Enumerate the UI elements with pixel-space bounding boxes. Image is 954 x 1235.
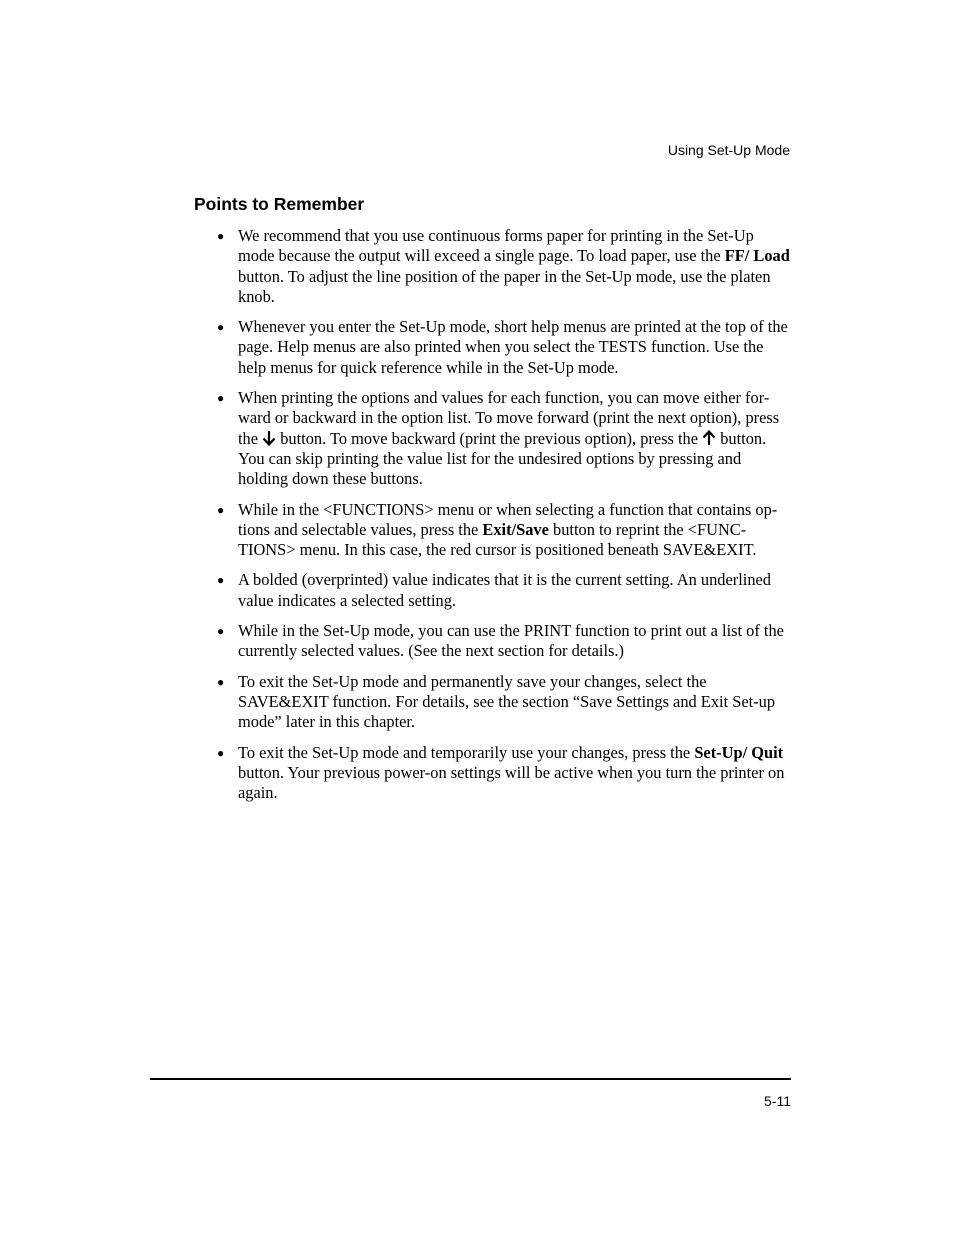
button-name-setup-quit: Set-Up/ Quit (694, 742, 784, 762)
button-name-exit-save: Exit/Save (482, 519, 549, 539)
item-text: button. To adjust the line position of the paper in the Set-Up mode, use the platen knob. (238, 266, 771, 306)
button-name-ff-load: FF/ Load (724, 246, 790, 266)
item-text: To exit the Set-Up mode and temporarily use your changes, press the (238, 742, 695, 762)
list-item (217, 742, 792, 804)
footer-rule (150, 1078, 791, 1080)
item-text: button to reprint the <FUNC-TIONS> menu. In this case, the red cursor is positioned beneath SAVE&EXIT. (238, 519, 757, 560)
item-text: When printing the options and values for each function, you can move either for-ward or backward in the option list. To move forward (print the next option), press the (238, 388, 780, 448)
list-item (217, 621, 792, 662)
bullet-dot-icon: ● (217, 745, 225, 760)
points-list (217, 226, 792, 813)
item-text: A bolded (overprinted) value indicates that it is the current setting. An underlined value indicates a selected setting. (238, 570, 772, 610)
item-text: To exit the Set-Up mode and permanently save your changes, select the SAVE&EXIT function. For details, see the section “Save Settings and Exit Set-up mode” later in this chapter. (238, 671, 776, 732)
bullet-dot-icon: ● (217, 674, 225, 689)
down-arrow-icon (262, 430, 276, 446)
item-text: We recommend that you use continuous forms paper for printing in the Set-Up mode because the output will exceed a single page. To load paper, use the (238, 226, 754, 266)
bullet-dot-icon: ● (217, 320, 225, 335)
list-item (217, 317, 792, 378)
bullet-dot-icon: ● (217, 502, 225, 517)
item-text: button. You can skip printing the value list for the undesired options by pressing and holding down these buttons. (238, 428, 767, 489)
item-text: Whenever you enter the Set-Up mode, short help menus are printed at the top of the page. Help menus are also printed when you select the TESTS function. Use the help menus for quick reference while in the Set-Up mode. (238, 317, 788, 377)
bullet-dot-icon: ● (217, 573, 225, 588)
list-item (217, 671, 792, 733)
up-arrow-icon (702, 430, 716, 446)
list-item (217, 570, 792, 611)
item-text: button. To move backward (print the previous option), press the (276, 428, 703, 448)
item-text: While in the Set-Up mode, you can use the PRINT function to print out a list of the currently selected values. (See the next section for details.) (238, 621, 784, 661)
list-item (217, 388, 792, 489)
item-text: button. Your previous power-on settings will be active when you turn the printer on again. (238, 762, 785, 803)
page-number: 5-11 (764, 1093, 791, 1109)
bullet-dot-icon: ● (217, 624, 225, 639)
section-heading: Points to Remember (194, 194, 365, 214)
item-text: While in the <FUNCTIONS> menu or when selecting a function that contains op-tions and selectable values, press the (238, 499, 778, 539)
bullet-dot-icon: ● (217, 391, 225, 406)
list-item (217, 226, 792, 307)
running-header: Using Set-Up Mode (667, 142, 790, 158)
bullet-dot-icon: ● (217, 229, 225, 243)
list-item (217, 499, 792, 561)
